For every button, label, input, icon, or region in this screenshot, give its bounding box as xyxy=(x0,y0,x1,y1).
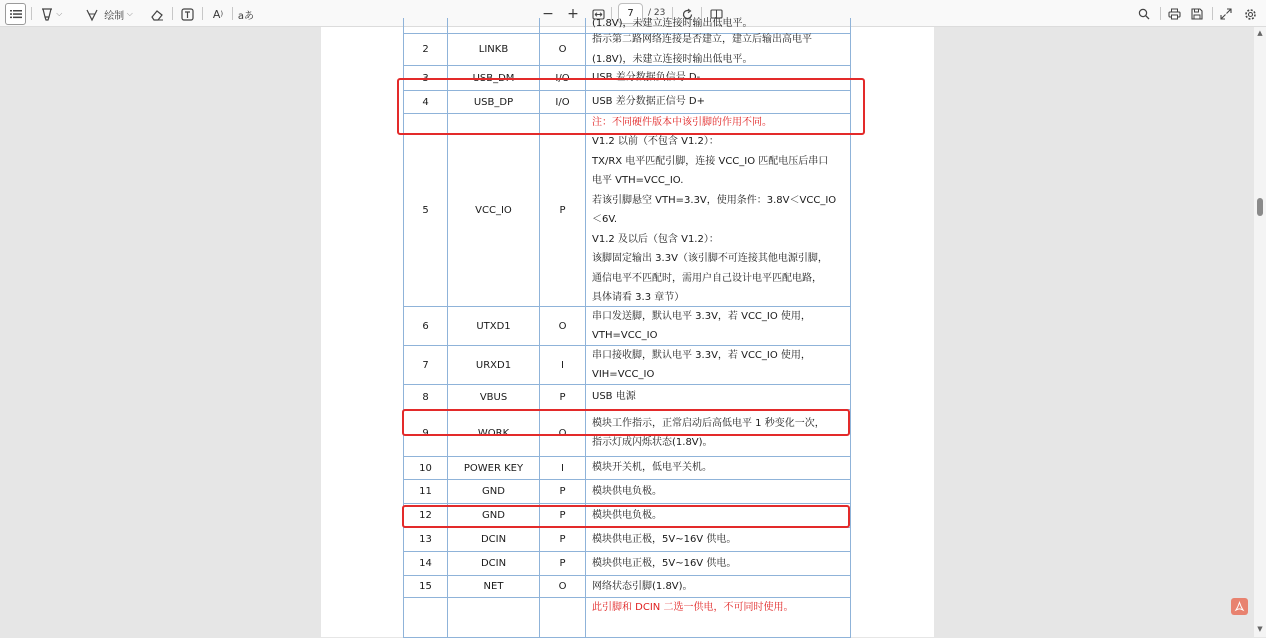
pin-name-cell: DCIN xyxy=(447,552,539,575)
table-row xyxy=(403,346,851,385)
highlight-box-gnd xyxy=(402,505,850,528)
pin-description-cell xyxy=(585,480,851,503)
pin-description-cell xyxy=(585,528,851,551)
description-line: 模块供电负极。 xyxy=(592,485,662,497)
pin-description-cell xyxy=(585,346,851,384)
description-line: 模块工作指示，正常启动后高低电平 1 秒变化一次， xyxy=(592,417,825,429)
toolbar-separator xyxy=(31,7,32,20)
pin-name-cell: POWER KEY xyxy=(447,457,539,479)
pin-io-cell: I/O xyxy=(539,91,585,113)
note-text: 注：不同硬件版本中该引脚的作用不同。 xyxy=(592,116,772,128)
list-icon xyxy=(10,9,22,19)
pin-name-cell: WORK xyxy=(447,410,539,456)
pin-name-cell: GND xyxy=(447,504,539,527)
read-aloud-icon: A xyxy=(212,7,221,21)
read-aloud-button[interactable] xyxy=(208,3,228,25)
pin-io-cell: I xyxy=(539,346,585,384)
pin-name-cell: VCC_IO xyxy=(447,114,539,306)
description-line: 若该引脚悬空 VTH=3.3V，使用条件：3.8V＜VCC_IO xyxy=(592,194,837,206)
pin-number-cell: 4 xyxy=(403,91,447,113)
description-line: 电平 VTH=VCC_IO. xyxy=(592,175,684,186)
pin-name-cell: NET xyxy=(447,576,539,597)
toolbar-separator xyxy=(232,7,233,20)
toolbar-separator xyxy=(202,7,203,20)
pin-name-cell: UTXD1 xyxy=(447,307,539,345)
pin-number-cell: 2 xyxy=(403,34,447,65)
pin-number-cell: 15 xyxy=(403,576,447,597)
pin-number-cell: 6 xyxy=(403,307,447,345)
description-line: USB 电源 xyxy=(592,391,636,403)
table-row xyxy=(403,480,851,504)
table-row xyxy=(403,34,851,66)
table-row xyxy=(403,552,851,576)
vertical-scrollbar[interactable] xyxy=(1254,27,1266,637)
pin-number-cell: 9 xyxy=(403,410,447,456)
pin-io-cell: I xyxy=(539,457,585,479)
pin-description-cell xyxy=(585,307,851,345)
table-row xyxy=(403,576,851,598)
pin-io-cell: P xyxy=(539,480,585,503)
description-line: (1.8V)，未建立连接时输出低电平。 xyxy=(592,53,753,65)
pin-io-cell: I/O xyxy=(539,66,585,90)
description-line: V1.2 及以后（包含 V1.2）： xyxy=(592,233,719,245)
pin-number-cell: 14 xyxy=(403,552,447,575)
toolbar-separator xyxy=(1212,7,1213,20)
draw-icon xyxy=(85,8,99,21)
note-text: 此引脚和 DCIN 二选一供电，不可同时使用。 xyxy=(592,602,794,613)
pin-name-cell xyxy=(447,598,539,637)
description-line: 模块供电正极，5V~16V 供电。 xyxy=(592,557,737,569)
description-line: 指示第二路网络连接是否建立，建立后输出高电平 xyxy=(592,34,812,45)
pdf-logo-icon xyxy=(1234,601,1245,612)
page-total: / 23 xyxy=(648,8,666,18)
pin-io-cell xyxy=(539,18,585,33)
highlighter-icon xyxy=(40,8,54,21)
pin-io-cell: P xyxy=(539,552,585,575)
pin-name-cell: DCIN xyxy=(447,528,539,551)
pin-name-cell: URXD1 xyxy=(447,346,539,384)
pin-number-cell: 11 xyxy=(403,480,447,503)
save-button[interactable] xyxy=(1189,3,1205,25)
pin-name-cell: GND xyxy=(447,480,539,503)
chevron-down-icon: ⌵ xyxy=(124,9,133,18)
description-line: 通信电平不匹配时，需用户自己设计电平匹配电路， xyxy=(592,272,822,284)
pin-io-cell xyxy=(539,598,585,637)
draw-label: 绘制 xyxy=(104,10,125,22)
scroll-down-icon[interactable]: ▼ xyxy=(1257,625,1263,633)
outline-toggle-button[interactable] xyxy=(5,3,26,25)
description-line: 具体请看 3.3 章节） xyxy=(592,292,685,303)
description-line: 模块供电负极。 xyxy=(592,509,662,521)
pin-number-cell: 7 xyxy=(403,346,447,384)
pin-description-cell xyxy=(585,385,851,409)
description-line: 串口接收脚，默认电平 3.3V，若 VCC_IO 使用， xyxy=(592,349,811,361)
pin-description-cell xyxy=(585,576,851,597)
highlight-box-vbus xyxy=(402,409,850,436)
draw-button[interactable] xyxy=(80,3,138,25)
description-line: VIH=VCC_IO xyxy=(592,369,655,380)
pin-name-cell: VBUS xyxy=(447,385,539,409)
page-number-input[interactable]: 7 xyxy=(618,3,643,24)
fullscreen-button[interactable] xyxy=(1218,3,1234,25)
description-line: 该脚固定输出 3.3V（该引脚不可连接其他电源引脚， xyxy=(592,253,828,264)
table-row xyxy=(403,457,851,480)
pin-io-cell: P xyxy=(539,114,585,306)
pin-name-cell: LINKB xyxy=(447,34,539,65)
description-line: 模块供电正极，5V~16V 供电。 xyxy=(592,533,737,545)
description-line: 串口发送脚，默认电平 3.3V，若 VCC_IO 使用， xyxy=(592,310,811,322)
pin-io-cell: P xyxy=(539,385,585,409)
pin-description-cell xyxy=(585,552,851,575)
pdf-icon[interactable] xyxy=(1231,598,1248,615)
pin-number-cell xyxy=(403,18,447,33)
search-button[interactable] xyxy=(1136,3,1152,25)
text-mode-button[interactable] xyxy=(236,3,256,25)
pin-number-cell: 5 xyxy=(403,114,447,306)
pin-number-cell: 8 xyxy=(403,385,447,409)
pin-io-cell: P xyxy=(539,504,585,527)
plus-icon: + xyxy=(567,6,579,22)
pin-name-cell xyxy=(447,18,539,33)
description-line: TX/RX 电平匹配引脚，连接 VCC_IO 匹配电压后串口 xyxy=(592,155,829,167)
erase-button[interactable] xyxy=(148,3,166,25)
description-line: USB 差分数据正信号 D+ xyxy=(592,96,705,108)
pin-description-cell xyxy=(585,598,851,637)
highlight-button[interactable] xyxy=(36,3,66,25)
description-line: 网络状态引脚(1.8V)。 xyxy=(592,580,693,592)
pin-description-cell xyxy=(585,457,851,479)
pin-io-cell: P xyxy=(539,528,585,551)
text-box-button[interactable] xyxy=(178,3,196,25)
text-box-icon xyxy=(181,8,194,21)
scroll-up-icon[interactable]: ▲ xyxy=(1257,29,1263,37)
table-row xyxy=(403,385,851,410)
pin-io-cell: O xyxy=(539,410,585,456)
eraser-icon xyxy=(150,8,164,21)
table-row xyxy=(403,528,851,552)
pin-number-cell: 10 xyxy=(403,457,447,479)
pin-number-cell: 13 xyxy=(403,528,447,551)
pin-io-cell: O xyxy=(539,307,585,345)
pin-description-cell xyxy=(585,34,851,65)
toolbar-separator xyxy=(172,7,173,20)
sound-wave-icon: ) xyxy=(220,10,224,18)
minus-icon: − xyxy=(542,6,554,22)
search-icon xyxy=(1138,8,1150,20)
print-icon xyxy=(1168,8,1181,20)
gear-icon xyxy=(1244,8,1257,21)
description-line: VTH=VCC_IO xyxy=(592,330,658,341)
table-row xyxy=(403,307,851,346)
description-line: 模块开关机，低电平关机。 xyxy=(592,462,712,474)
toolbar-separator xyxy=(1160,7,1161,20)
save-icon xyxy=(1191,8,1203,20)
scrollbar-thumb[interactable] xyxy=(1257,198,1263,216)
table-row xyxy=(403,598,851,638)
description-line: V1.2 以前（不包含 V1.2）： xyxy=(592,136,719,147)
pin-number-cell: 3 xyxy=(403,66,447,90)
description-line: USB 差分数据负信号 D- xyxy=(592,72,701,84)
pin-number-cell: 12 xyxy=(403,504,447,527)
description-line: ＜6V. xyxy=(592,214,618,225)
pin-name-cell: USB_DP xyxy=(447,91,539,113)
chevron-down-icon: ⌵ xyxy=(53,9,63,18)
pin-name-cell: USB_DM xyxy=(447,66,539,90)
description-line: 指示灯成闪烁状态(1.8V)。 xyxy=(592,437,713,448)
pin-number-cell xyxy=(403,598,447,637)
description-line: (1.8V)，未建立连接时输出低电平。 xyxy=(592,17,753,29)
table-row xyxy=(403,114,851,307)
text-mode-label: aあ xyxy=(237,10,255,22)
print-button[interactable] xyxy=(1166,3,1182,25)
pin-description-cell xyxy=(585,114,851,306)
pin-io-cell: O xyxy=(539,576,585,597)
pin-io-cell: O xyxy=(539,34,585,65)
expand-icon xyxy=(1220,8,1232,20)
settings-button[interactable] xyxy=(1242,3,1258,25)
highlight-box-usb xyxy=(397,78,865,135)
